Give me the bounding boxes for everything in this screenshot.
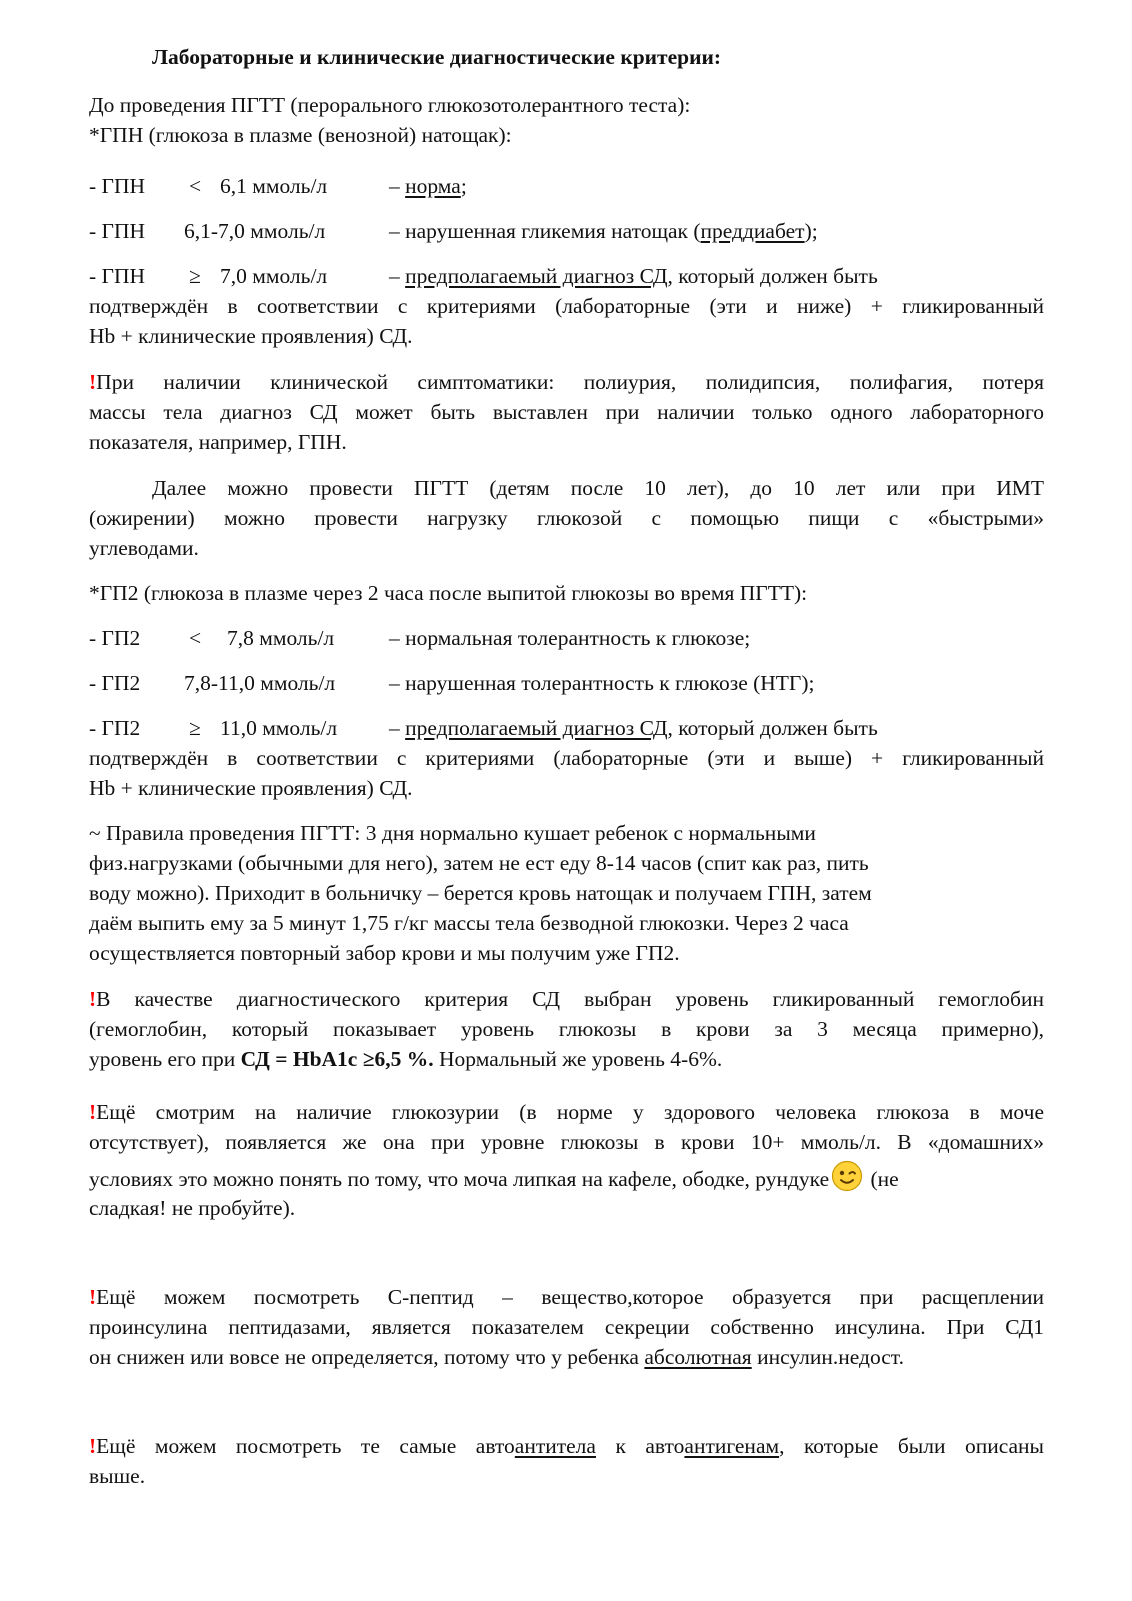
gp2-result: предполагаемый диагноз СД (405, 716, 668, 740)
gpn-result: норма (405, 174, 461, 198)
note-glucosuria: условиях это можно понять по тому, что моча липкая на кафеле, ободке, рундуке (не (89, 1160, 1044, 1200)
note-clinical-symptoms: !При наличии клинической симптоматики: полиурия, полидипсия, полифагия, потеря (89, 370, 1044, 394)
gpn-value: 6,1 ммоль/л (220, 174, 328, 198)
gp2-dash: – (389, 671, 406, 695)
paragraph-further: Далее можно провести ПГТТ (детям после 10 лет), до 10 лет или при ИМТ (152, 476, 1044, 500)
note-glucosuria: отсутствует), появляется же она при уровне глюкозы в крови 10+ ммоль/л. В «домашних» (89, 1130, 1044, 1154)
gpn-result: преддиабет (700, 219, 805, 243)
gp2-label: - ГП2 (89, 671, 141, 695)
gp2-tail: , который должен быть (667, 716, 878, 740)
ogtt-rules: даём выпить ему за 5 минут 1,75 г/кг массы тела безводной глюкозки. Через 2 часа (89, 911, 849, 935)
gp2-value: 11,0 ммоль/л (220, 716, 338, 740)
gp2-definition: *ГП2 (глюкоза в плазме через 2 часа после выпитой глюкозы во время ПГТТ): (89, 581, 808, 605)
gp2-continuation: подтверждён в соответствии с критериями (лабораторные (эти и выше) + гликированный (89, 746, 1044, 770)
gpn-continuation: подтверждён в соответствии с критериями (лабораторные (эти и ниже) + гликированный (89, 294, 1044, 318)
gpn-definition: *ГПН (глюкоза в плазме (венозной) натощак): (89, 123, 512, 147)
gpn-tail: ); (804, 219, 818, 243)
note-glucosuria: сладкая! не пробуйте). (89, 1196, 296, 1220)
hba1c-criterion: СД = HbA1c ≥6,5 %. (240, 1047, 434, 1071)
exclamation-mark: ! (89, 987, 97, 1011)
exclamation-mark: ! (89, 1100, 97, 1124)
ogtt-rules: осуществляется повторный забор крови и мы получим уже ГП2. (89, 941, 680, 965)
gpn-result-pre: нарушенная гликемия натощак ( (405, 219, 701, 243)
note-hba1c: уровень его при СД = HbA1c ≥6,5 %. Нормальный же уровень 4-6%. (89, 1047, 723, 1071)
gp2-continuation: Hb + клинические проявления) СД. (89, 776, 413, 800)
note-hba1c: !В качестве диагностического критерия СД выбран уровень гликированный гемоглобин (89, 987, 1044, 1011)
gpn-label: - ГПН (89, 264, 146, 288)
note-c-peptide: !Ещё можем посмотреть С-пептид – вещество,которое образуется при расщеплении (89, 1285, 1044, 1309)
note-autoantibodies: !Ещё можем посмотреть те самые автоантитела к автоантигенам, которые были описаны (89, 1434, 1045, 1458)
note-clinical-symptoms: массы тела диагноз СД может быть выставлен при наличии только одного лабораторного (89, 400, 1044, 424)
gpn-value: 7,0 ммоль/л (220, 264, 328, 288)
exclamation-mark: ! (89, 370, 97, 394)
gpn-tail: ; (460, 174, 467, 198)
gp2-operator: ≥ (189, 716, 201, 740)
exclamation-mark: ! (89, 1285, 97, 1309)
note-c-peptide: проинсулина пептидазами, является показателем секреции собственно инсулина. При СД1 (89, 1315, 1044, 1339)
before-ogtt-line: До проведения ПГТТ (перорального глюкозотолерантного теста): (89, 93, 691, 117)
paragraph-further: углеводами. (89, 536, 199, 560)
gpn-operator: < (189, 174, 202, 198)
gpn-label: - ГПН (89, 219, 146, 243)
gp2-value: 7,8-11,0 ммоль/л (184, 671, 336, 695)
gpn-result: предполагаемый диагноз СД (405, 264, 668, 288)
gp2-dash: – (389, 716, 406, 740)
exclamation-mark: ! (89, 1434, 97, 1458)
gp2-result: нарушенная толерантность к глюкозе (НТГ); (405, 671, 815, 695)
gpn-dash: – (389, 174, 406, 198)
gpn-dash: – (389, 219, 406, 243)
gp2-result: нормальная толерантность к глюкозе; (405, 626, 751, 650)
ogtt-rules: воду можно). Приходит в больничку – берется кровь натощак и получаем ГПН, затем (89, 881, 872, 905)
gp2-operator: < (189, 626, 202, 650)
gp2-label: - ГП2 (89, 716, 141, 740)
gpn-dash: – (389, 264, 406, 288)
gpn-tail: , который должен быть (667, 264, 878, 288)
note-c-peptide: он снижен или вовсе не определяется, потому что у ребенка абсолютная инсулин.недост. (89, 1345, 904, 1369)
gpn-value: 6,1-7,0 ммоль/л (184, 219, 326, 243)
gp2-dash: – (389, 626, 406, 650)
paragraph-further: (ожирении) можно провести нагрузку глюкозой с помощью пищи с «быстрыми» (89, 506, 1044, 530)
gpn-operator: ≥ (189, 264, 201, 288)
gpn-label: - ГПН (89, 174, 146, 198)
note-clinical-symptoms: показателя, например, ГПН. (89, 430, 347, 454)
note-glucosuria: !Ещё смотрим на наличие глюкозурии (в норме у здорового человека глюкоза в моче (89, 1100, 1044, 1124)
note-autoantibodies: выше. (89, 1464, 146, 1488)
gp2-label: - ГП2 (89, 626, 141, 650)
note-hba1c: (гемоглобин, который показывает уровень глюкозы в крови за 3 месяца примерно), (89, 1017, 1044, 1041)
gpn-continuation: Hb + клинические проявления) СД. (89, 324, 413, 348)
ogtt-rules: ~ Правила проведения ПГТТ: 3 дня нормально кушает ребенок с нормальными (89, 821, 816, 845)
page-title: Лабораторные и клинические диагностические критерии: (152, 45, 722, 69)
ogtt-rules: физ.нагрузками (обычными для него), затем не ест еду 8-14 часов (спит как раз, пить (89, 851, 869, 875)
gp2-value: 7,8 ммоль/л (227, 626, 335, 650)
